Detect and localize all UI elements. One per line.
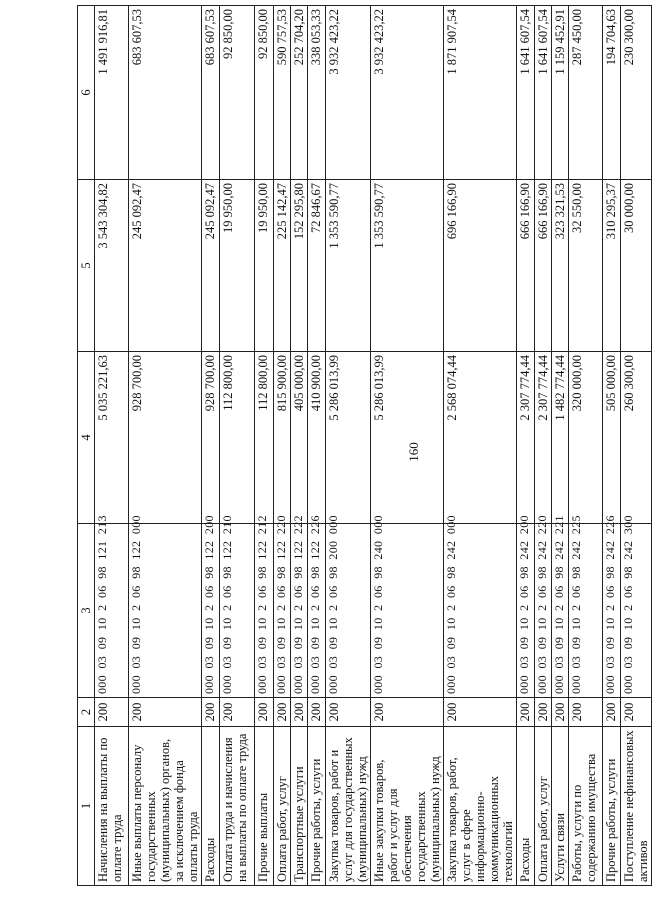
row-value-col6: 338 053,33 (308, 6, 326, 180)
row-value-col5: 32 550,00 (569, 180, 603, 352)
row-admin-cell: 200 (326, 698, 371, 727)
header-col-5: 5 (78, 180, 95, 352)
row-value-col4: 815 900,00 (274, 352, 291, 524)
row-value-col5: 72 846,67 (308, 180, 326, 352)
row-value-col5: 1 353 590,77 (326, 180, 371, 352)
table-body (95, 6, 652, 886)
row-admin-cell: 200 (95, 698, 129, 727)
header-col-4: 4 (78, 352, 95, 524)
row-code-cell: 000 03 09 10 2 06 98 122 222 (291, 524, 308, 698)
row-code-cell: 000 03 09 10 2 06 98 242 226 (603, 524, 621, 698)
row-code-cell: 000 03 09 10 2 06 98 242 300 (621, 524, 652, 698)
header-col-2: 2 (78, 698, 95, 727)
row-name-cell: Иные выплаты персоналу государственных (муниципальных) органов, за исключением фонда оплаты труда (129, 727, 202, 886)
row-value-col6: 287 450,00 (569, 6, 603, 180)
row-admin-cell: 200 (444, 698, 517, 727)
row-value-col6: 92 850,00 (220, 6, 255, 180)
row-name-cell: Оплата работ, услуг (535, 727, 552, 886)
row-value-col4: 505 000,00 (603, 352, 621, 524)
row-admin-cell: 200 (603, 698, 621, 727)
row-name-cell: Услуги связи (552, 727, 569, 886)
table-row (621, 6, 652, 886)
row-value-col5: 310 295,37 (603, 180, 621, 352)
row-admin-cell: 200 (129, 698, 202, 727)
row-value-col4: 2 568 074,44 (444, 352, 517, 524)
table-row (326, 6, 371, 886)
budget-table (77, 5, 652, 886)
table-row (95, 6, 129, 886)
row-admin-cell: 200 (255, 698, 274, 727)
row-code-cell: 000 03 09 10 2 06 98 200 000 (326, 524, 371, 698)
row-value-col4: 405 000,00 (291, 352, 308, 524)
table-row (444, 6, 517, 886)
row-value-col6: 1 159 452,91 (552, 6, 569, 180)
row-value-col6: 683 607,53 (202, 6, 220, 180)
row-admin-cell: 200 (308, 698, 326, 727)
table-row (517, 6, 535, 886)
table-row (535, 6, 552, 886)
row-value-col5: 19 950,00 (255, 180, 274, 352)
row-value-col4: 112 800,00 (255, 352, 274, 524)
row-admin-cell: 200 (621, 698, 652, 727)
row-admin-cell: 200 (535, 698, 552, 727)
row-value-col4: 2 307 774,44 (517, 352, 535, 524)
table-row (603, 6, 621, 886)
row-value-col6: 3 932 423,22 (371, 6, 444, 180)
row-name-cell: Закупка товаров, работ, услуг в сфере информационно-коммуникационных технологий (444, 727, 517, 886)
table-row (291, 6, 308, 886)
row-value-col5: 19 950,00 (220, 180, 255, 352)
row-value-col4: 1 482 774,44 (552, 352, 569, 524)
table-row (255, 6, 274, 886)
row-name-cell: Оплата труда и начисления на выплаты по оплате труда (220, 727, 255, 886)
row-name-cell: Начисления на выплаты по оплате труда (95, 727, 129, 886)
row-admin-cell: 200 (220, 698, 255, 727)
header-col-6: 6 (78, 6, 95, 180)
row-admin-cell: 200 (517, 698, 535, 727)
table-row (220, 6, 255, 886)
row-value-col4: 928 700,00 (202, 352, 220, 524)
table-row (202, 6, 220, 886)
row-value-col6: 230 300,00 (621, 6, 652, 180)
row-value-col5: 666 166,90 (517, 180, 535, 352)
row-value-col5: 245 092,47 (202, 180, 220, 352)
row-value-col4: 5 286 013,99 (326, 352, 371, 524)
row-value-col5: 245 092,47 (129, 180, 202, 352)
rotated-table-container (77, 6, 650, 886)
row-value-col5: 666 166,90 (535, 180, 552, 352)
row-value-col6: 3 932 423,22 (326, 6, 371, 180)
row-value-col4: 5 286 013,99 (371, 352, 444, 524)
table-row (569, 6, 603, 886)
table-row (129, 6, 202, 886)
row-admin-cell: 200 (291, 698, 308, 727)
row-value-col4: 5 035 221,63 (95, 352, 129, 524)
page-number: 160 (406, 442, 421, 462)
row-name-cell: Транспортные услуги (291, 727, 308, 886)
row-admin-cell: 200 (552, 698, 569, 727)
row-code-cell: 000 03 09 10 2 06 98 122 226 (308, 524, 326, 698)
row-code-cell: 000 03 09 10 2 06 98 242 000 (444, 524, 517, 698)
row-name-cell: Закупка товаров, работ и услуг для государственных (муниципальных) нужд (326, 727, 371, 886)
row-value-col5: 225 142,47 (274, 180, 291, 352)
row-value-col6: 1 641 607,54 (517, 6, 535, 180)
row-value-col4: 928 700,00 (129, 352, 202, 524)
row-admin-cell: 200 (569, 698, 603, 727)
row-value-col6: 92 850,00 (255, 6, 274, 180)
row-value-col6: 590 757,53 (274, 6, 291, 180)
row-code-cell: 000 03 09 10 2 06 98 242 200 (517, 524, 535, 698)
row-value-col5: 3 543 304,82 (95, 180, 129, 352)
row-name-cell: Прочие работы, услуги (603, 727, 621, 886)
header-col-1: 1 (78, 727, 95, 886)
row-code-cell: 000 03 09 10 2 06 98 122 212 (255, 524, 274, 698)
row-name-cell: Расходы (202, 727, 220, 886)
row-code-cell: 000 03 09 10 2 06 98 242 220 (535, 524, 552, 698)
row-value-col4: 260 300,00 (621, 352, 652, 524)
row-name-cell: Оплата работ, услуг (274, 727, 291, 886)
row-value-col4: 112 800,00 (220, 352, 255, 524)
row-name-cell: Прочие выплаты (255, 727, 274, 886)
table-row (552, 6, 569, 886)
row-code-cell: 000 03 09 10 2 06 98 122 000 (129, 524, 202, 698)
row-name-cell: Прочие работы, услуги (308, 727, 326, 886)
row-code-cell: 000 03 09 10 2 06 98 242 225 (569, 524, 603, 698)
row-value-col5: 1 353 590,77 (371, 180, 444, 352)
row-value-col6: 194 704,63 (603, 6, 621, 180)
row-admin-cell: 200 (202, 698, 220, 727)
row-value-col5: 30 000,00 (621, 180, 652, 352)
row-code-cell: 000 03 09 10 2 06 98 122 220 (274, 524, 291, 698)
header-col-3: 3 (78, 524, 95, 698)
row-value-col4: 320 000,00 (569, 352, 603, 524)
table-row (274, 6, 291, 886)
row-code-cell: 000 03 09 10 2 06 98 242 221 (552, 524, 569, 698)
row-code-cell: 000 03 09 10 2 06 98 240 000 (371, 524, 444, 698)
row-value-col6: 1 641 607,54 (535, 6, 552, 180)
row-code-cell: 000 03 09 10 2 06 98 122 200 (202, 524, 220, 698)
row-value-col6: 1 491 916,81 (95, 6, 129, 180)
table-row (371, 6, 444, 886)
row-name-cell: Иные закупки товаров, работ и услуг для обеспечения государственных (муниципальных) нужд (371, 727, 444, 886)
row-name-cell: Поступление нефинансовых активов (621, 727, 652, 886)
row-value-col4: 2 307 774,44 (535, 352, 552, 524)
row-code-cell: 000 03 09 10 2 06 98 122 210 (220, 524, 255, 698)
row-code-cell: 000 03 09 10 2 06 98 121 213 (95, 524, 129, 698)
table-row (308, 6, 326, 886)
row-value-col5: 152 295,80 (291, 180, 308, 352)
header-row (78, 6, 95, 886)
row-value-col5: 323 321,53 (552, 180, 569, 352)
row-name-cell: Расходы (517, 727, 535, 886)
row-value-col6: 683 607,53 (129, 6, 202, 180)
row-name-cell: Работы, услуги по содержанию имущества (569, 727, 603, 886)
row-value-col4: 410 900,00 (308, 352, 326, 524)
row-value-col5: 696 166,90 (444, 180, 517, 352)
row-value-col6: 252 704,20 (291, 6, 308, 180)
row-value-col6: 1 871 907,54 (444, 6, 517, 180)
row-admin-cell: 200 (371, 698, 444, 727)
row-admin-cell: 200 (274, 698, 291, 727)
